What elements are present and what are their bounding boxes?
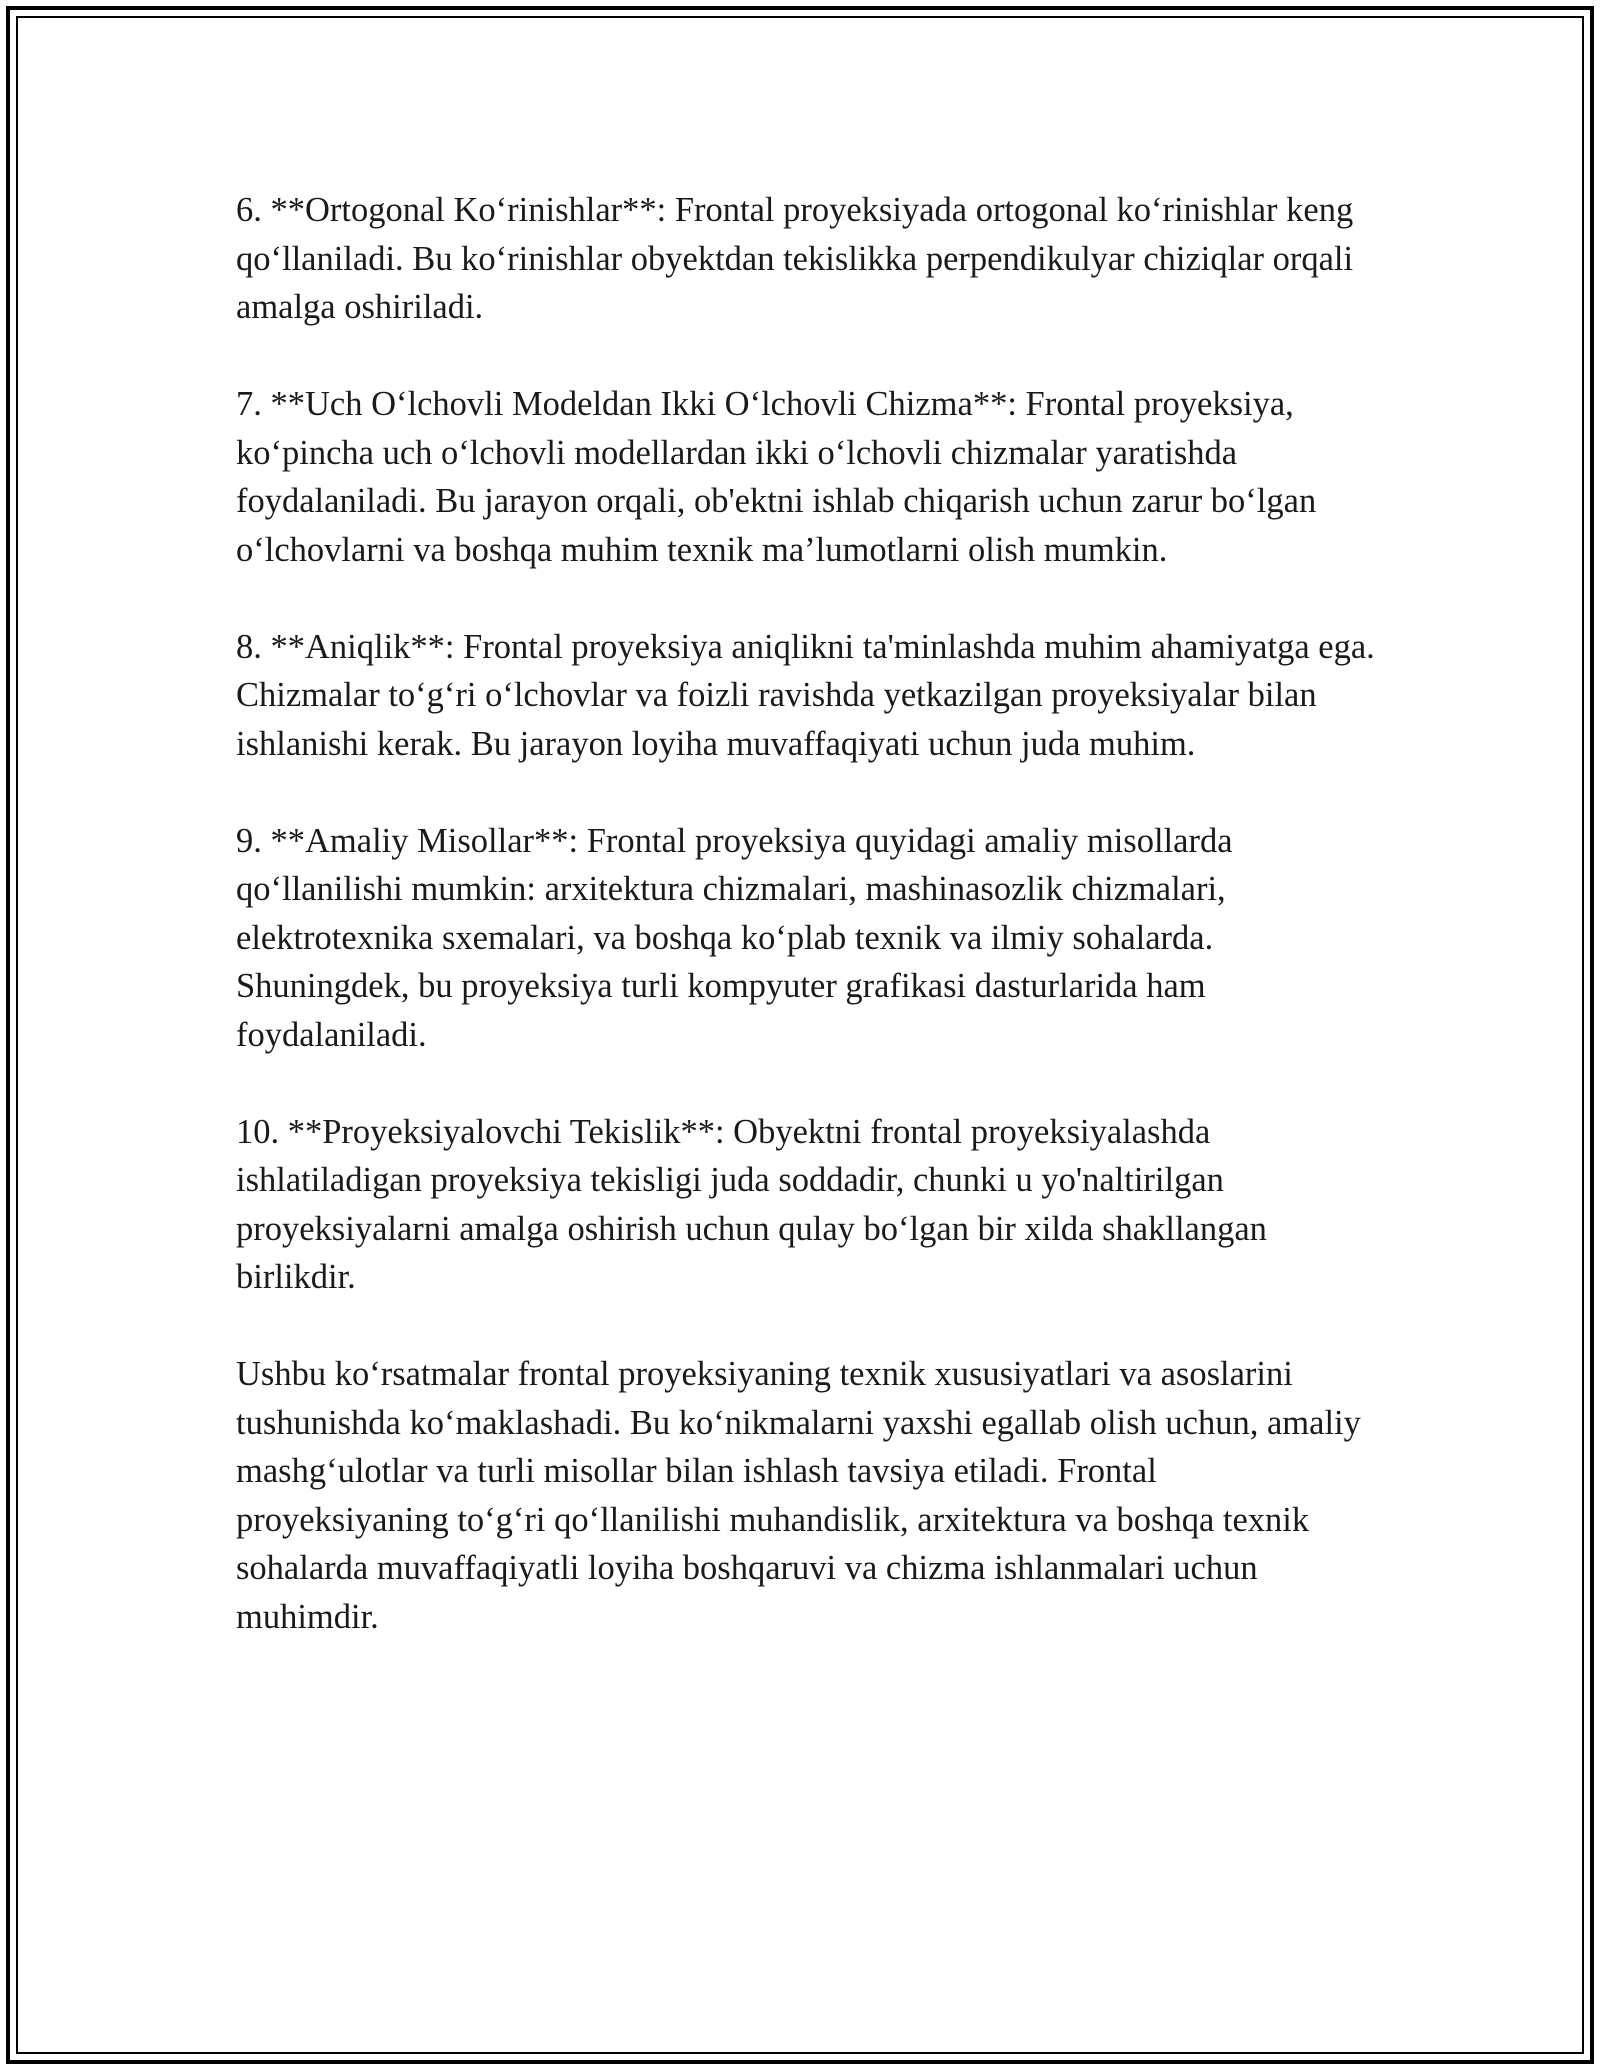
paragraph-item-7: 7. **Uch O‘lchovli Modeldan Ikki O‘lchovli Chizma**: Frontal proyeksiya, ko‘pincha uch o‘lchovli modellardan ikki o‘lchovli chizmalar yaratishda foydalaniladi. Bu jarayon orqali, ob'ektni ishlab chiqarish uchun zarur bo‘lgan o‘lchovlarni va boshqa muhim texnik ma’lumotlarni olish mumkin. <box>236 385 1317 569</box>
paragraph-item-10: 10. **Proyeksiyalovchi Tekislik**: Obyektni frontal proyeksiyalashda ishlatiladigan proyeksiya tekisligi juda soddadir, chunki u yo'naltirilgan proyeksiyalarni amalga oshirish uchun qulay bo‘lgan bir xilda shakllangan birlikdir. <box>236 1112 1267 1296</box>
document-body <box>236 186 1376 1690</box>
paragraph-item-8: 8. **Aniqlik**: Frontal proyeksiya aniqlikni ta'minlashda muhim ahamiyatga ega. Chizmalar to‘g‘ri o‘lchovlar va foizli ravishda yetkazilgan proyeksiyalar bilan ishlanishi kerak. Bu jarayon loyiha muvaffaqiyati uchun juda muhim. <box>236 627 1375 763</box>
paragraph-conclusion: Ushbu ko‘rsatmalar frontal proyeksiyaning texnik xususiyatlari va asoslarini tushunishda ko‘maklashadi. Bu ko‘nikmalarni yaxshi egallab olish uchun, amaliy mashg‘ulotlar va turli misollar bilan ishlash tavsiya etiladi. Frontal proyeksiyaning to‘g‘ri qo‘llanilishi muhandislik, arxitektura va boshqa texnik sohalarda muvaffaqiyatli loyiha boshqaruvi va chizma ishlanmalari uchun muhimdir. <box>236 1355 1361 1636</box>
paragraph-item-9: 9. **Amaliy Misollar**: Frontal proyeksiya quyidagi amaliy misollarda qo‘llanilishi mumkin: arxitektura chizmalari, mashinasozlik chizmalari, elektrotexnika sxemalari, va boshqa ko‘plab texnik va ilmiy sohalarda. Shuningdek, bu proyeksiya turli kompyuter grafikasi dasturlarida ham foydalaniladi. <box>236 821 1233 1054</box>
paragraph-item-6: 6. **Ortogonal Ko‘rinishlar**: Frontal proyeksiyada ortogonal ko‘rinishlar keng qo‘llaniladi. Bu ko‘rinishlar obyektdan tekislikka perpendikulyar chiziqlar orqali amalga oshiriladi. <box>236 191 1354 326</box>
